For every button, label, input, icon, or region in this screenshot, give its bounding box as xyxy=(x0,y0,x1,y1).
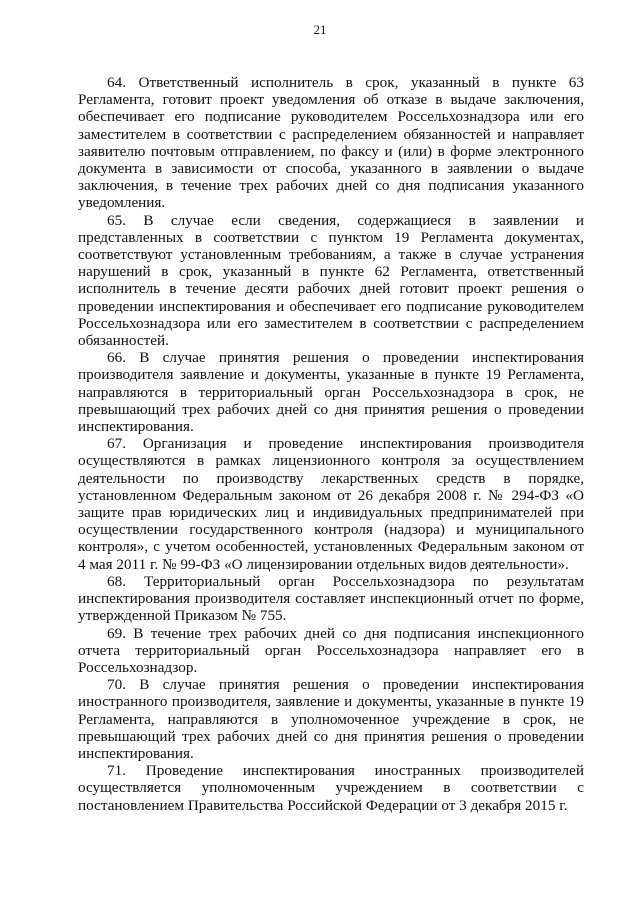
document-body xyxy=(78,74,584,814)
paragraph-68: 68. Территориальный орган Россельхознадзора по результатам инспектирования производителя составляет инспекционный отчет по форме, утвержденной Приказом № 755. xyxy=(78,572,584,625)
paragraph-71: 71. Проведение инспектирования иностранных производителей осуществляется уполномоченным учреждением в соответствии с постановлением Правительства Российской Федерации от 3 декабря 2015 г. xyxy=(78,762,584,814)
paragraph-65: 65. В случае если сведения, содержащиеся в заявлении и представленных в соответствии с пунктом 19 Регламента документах, соответствуют установленным требованиям, а также в случае устранения нарушений в срок, указанный в пункте 62 Регламента, ответственный исполнитель в течение десяти рабочих дней готовит проект решения о проведении инспектирования и обеспечивает его подписание руководителем Россельхознадзора или его заместителем в соответствии с распределением обязанностей. xyxy=(78,211,584,350)
page-number: 21 xyxy=(313,22,327,37)
paragraph-69: 69. В течение трех рабочих дней со дня подписания инспекционного отчета территориальный орган Россельхознадзора направляет его в Россельхознадзор. xyxy=(78,624,584,676)
paragraph-64: 64. Ответственный исполнитель в срок, указанный в пункте 63 Регламента, готовит проект уведомления об отказе в выдаче заключения, обеспечивает его подписание руководителем Россельхознадзора или его заместителем в соответствии с распределением обязанностей и направляет заявителю почтовым отправлением, по факсу и (или) в форме электронного документа в зависимости от способа, указанного в заявлении о выдаче заключения, в течение трех рабочих дней со дня подписания указанного уведомления. xyxy=(78,74,584,212)
paragraph-66: 66. В случае принятия решения о проведении инспектирования производителя заявление и документы, указанные в пункте 19 Регламента, направляются в территориальный орган Россельхознадзора в срок, не превышающий трех рабочих дней со дня принятия решения о проведении инспектирования. xyxy=(78,349,584,436)
paragraph-67: 67. Организация и проведение инспектирования производителя осуществляются в рамках лицензионного контроля за осуществлением деятельности по производству лекарственных средств в порядке, установленном Федеральным законом от 26 декабря 2008 г. № 294-ФЗ «О защите прав юридических лиц и индивидуальных предпринимателей при осуществлении государственного контроля (надзора) и муниципального контроля», с учетом особенностей, установленных Федеральным законом от 4 мая 2011 г. № 99-ФЗ «О лицензировании отдельных видов деятельности». xyxy=(78,435,584,573)
paragraph-70: 70. В случае принятия решения о проведении инспектирования иностранного производителя, заявление и документы, указанные в пункте 19 Регламента, направляются в уполномоченное учреждение в срок, не превышающий трех рабочих дней со дня принятия решения о проведении инспектирования. xyxy=(78,676,584,762)
